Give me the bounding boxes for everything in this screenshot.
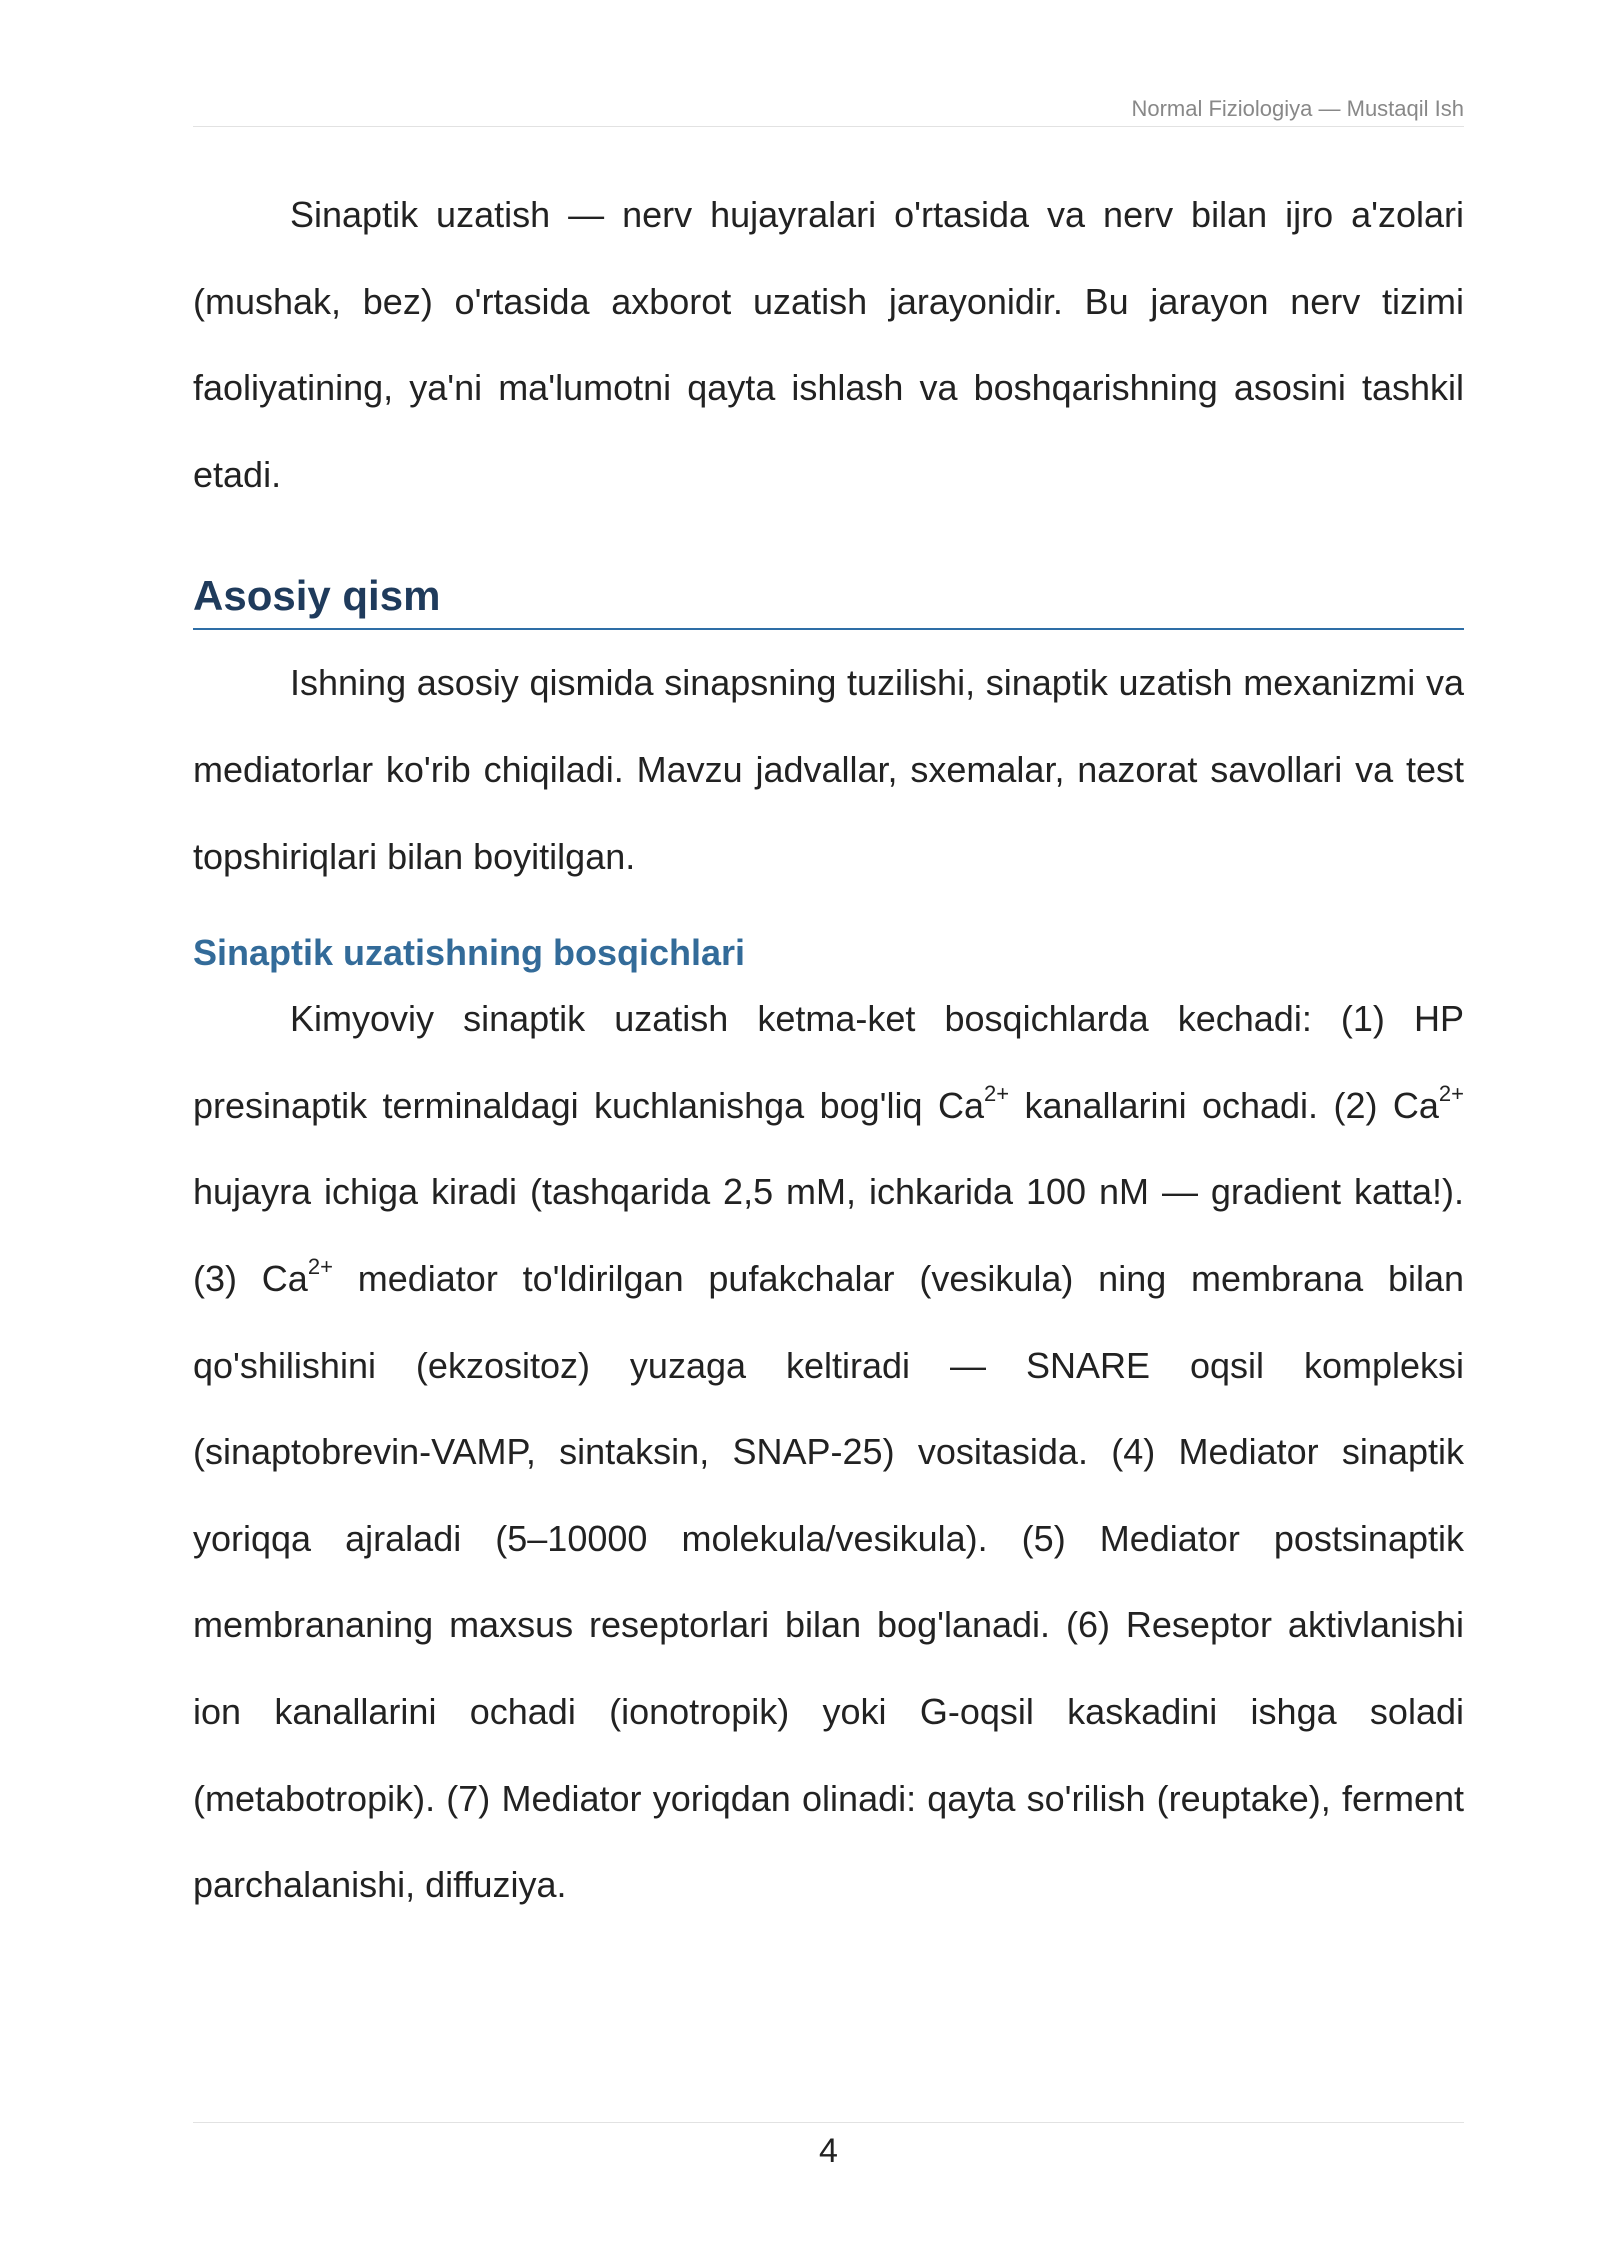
subsection-heading: Sinaptik uzatishning bosqichlari [193, 932, 746, 974]
intro-paragraph: Sinaptik uzatish — nerv hujayralari o'rtasida va nerv bilan ijro a'zolari (mushak, bez) o'rtasida axborot uzatish jarayonidir. Bu jarayon nerv tizimi faoliyatining, ya'ni ma'lumotni qayta ishlash va boshqarishning asosini tashkil etadi. [193, 194, 1464, 495]
stages-text-3: hujayra ichiga kiradi (tashqarida 2,5 mM, ichkarida 100 nM — gradient katta!). (3) Ca [193, 1171, 1464, 1299]
running-title: Normal Fiziologiya — Mustaqil Ish [1131, 96, 1464, 121]
ca-superscript-1: 2+ [983, 1080, 1010, 1106]
ca-superscript-2: 2+ [1438, 1080, 1464, 1106]
section-heading-main: Asosiy qism [193, 566, 1464, 630]
stages-paragraph [193, 976, 1464, 1929]
main-paragraph: Ishning asosiy qismida sinapsning tuzilishi, sinaptik uzatish mexanizmi va mediatorlar ko'rib chiqiladi. Mavzu jadvallar, sxemalar, nazorat savollari va test topshiriqlari bilan boyitilgan. [193, 662, 1464, 877]
stages-text-1: Kimyoviy sinaptik uzatish ketma-ket bosqichlarda kechadi: (1) HP presinaptik terminaldagi kuchlanishga bog'liq Ca [193, 998, 1464, 1126]
page-footer [193, 2122, 1464, 2173]
stages-text-2: kanallarini ochadi. (2) Ca [1009, 1084, 1439, 1126]
running-header [193, 92, 1464, 127]
page-number: 4 [819, 2132, 838, 2170]
page-content [193, 172, 1464, 1929]
ca-superscript-3: 2+ [307, 1253, 333, 1279]
stages-text-4: mediator to'ldirilgan pufakchalar (vesikula) ning membrana bilan qo'shilishini (ekzositoz) yuzaga keltiradi — SNARE oqsil kompleksi (sinaptobrevin-VAMP, sintaksin, SNAP-25) vositasida. (4) Mediator sinaptik yoriqqa ajraladi (5–10000 molekula/vesikula). (5) Mediator postsinaptik membrananing maxsus reseptorlari bilan bog'lanadi. (6) Reseptor aktivlanishi ion kanallarini ochadi (ionotropik) yoki G-oqsil kaskadini ishga soladi (metabotropik). (7) Mediator yoriqdan olinadi: qayta so'rilish (reuptake), ferment parchalanishi, diffuziya. [193, 1257, 1464, 1906]
